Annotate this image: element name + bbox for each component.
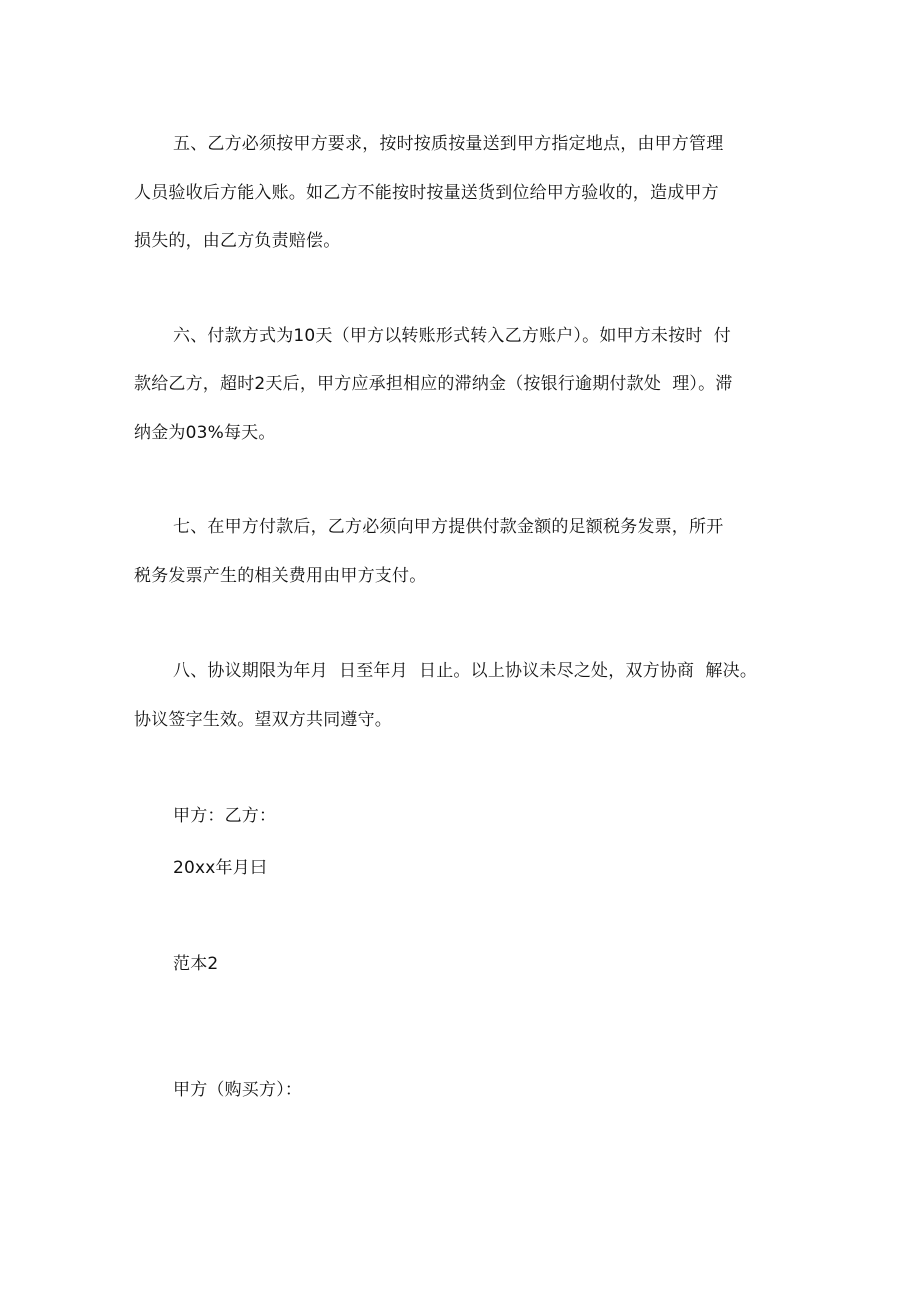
signature-parties: 甲方：乙方：	[173, 806, 277, 826]
clause-6-line-2: 款给乙方，超时2天后，甲方应承担相应的滞纳金（按银行逾期付款处 理）。滞	[134, 374, 733, 394]
clause-8-line-1: 八、协议期限为年月 日至年月 日止。以上协议未尽之处，双方协商 解决。	[173, 661, 758, 681]
clause-6-line-3: 纳金为03%每天。	[134, 423, 276, 443]
clause-7-line-2: 税务发票产生的相关费用由甲方支付。	[134, 566, 427, 586]
clause-5-line-2: 人员验收后方能入账。如乙方不能按时按量送货到位给甲方验收的，造成甲方	[134, 183, 719, 203]
clause-5-line-1: 五、乙方必须按甲方要求，按时按质按量送到甲方指定地点，由甲方管理	[173, 134, 724, 154]
clause-7-line-1: 七、在甲方付款后，乙方必须向甲方提供付款金额的足额税务发票，所开	[173, 517, 724, 537]
clause-8-line-2: 协议签字生效。望双方共同遵守。	[134, 710, 392, 730]
party-a-buyer: 甲方（购买方）：	[173, 1080, 303, 1100]
clause-5-line-3: 损失的，由乙方负责赔偿。	[134, 231, 341, 251]
template-2-heading: 范本2	[173, 954, 219, 974]
signature-date: 20xx年月曰	[173, 858, 268, 878]
clause-6-line-1: 六、付款方式为10天（甲方以转账形式转入乙方账户）。如甲方未按时 付	[173, 326, 731, 346]
